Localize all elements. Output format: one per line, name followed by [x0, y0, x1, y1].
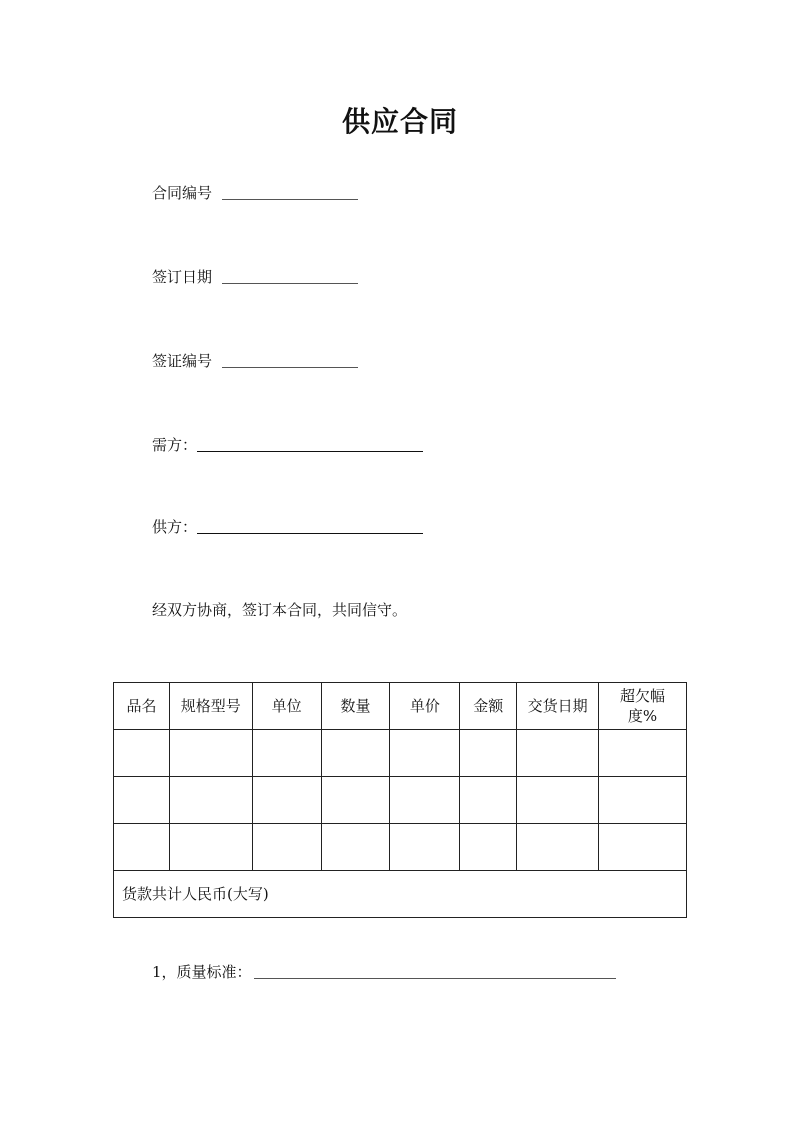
- table-cell[interactable]: [517, 777, 599, 824]
- header-amount: 金额: [460, 683, 517, 730]
- visa-number-field: [152, 350, 358, 371]
- table-cell[interactable]: [169, 824, 252, 871]
- total-amount-label: 货款共计人民币(大写): [114, 871, 687, 918]
- table-cell[interactable]: [252, 824, 321, 871]
- table-cell[interactable]: [114, 824, 170, 871]
- supplier-field: [152, 516, 423, 537]
- header-tolerance: 超欠幅度%: [599, 683, 687, 730]
- table-cell[interactable]: [460, 777, 517, 824]
- table-row: [114, 730, 687, 777]
- table-cell[interactable]: [390, 824, 460, 871]
- header-unit: 单位: [252, 683, 321, 730]
- table-row: [114, 824, 687, 871]
- header-quantity: 数量: [321, 683, 390, 730]
- table-header-row: [114, 683, 687, 730]
- visa-number-label: 签证编号: [152, 352, 213, 370]
- table-cell[interactable]: [114, 730, 170, 777]
- table-cell[interactable]: [460, 730, 517, 777]
- goods-table: [113, 682, 687, 918]
- table-cell[interactable]: [169, 777, 252, 824]
- table-cell[interactable]: [252, 777, 321, 824]
- supplier-blank[interactable]: [197, 532, 423, 534]
- header-unit-price: 单价: [390, 683, 460, 730]
- intro-text: 经双方协商，签订本合同，共同信守。: [152, 601, 408, 619]
- header-product-name: 品名: [114, 683, 170, 730]
- table-cell[interactable]: [599, 824, 687, 871]
- sign-date-field: [152, 266, 358, 287]
- sign-date-blank[interactable]: [222, 282, 358, 284]
- header-spec-model: 规格型号: [169, 683, 252, 730]
- table-cell[interactable]: [321, 777, 390, 824]
- table-cell[interactable]: [169, 730, 252, 777]
- table-cell[interactable]: [114, 777, 170, 824]
- sign-date-label: 签订日期: [152, 268, 213, 286]
- buyer-blank[interactable]: [197, 450, 423, 452]
- table-row: [114, 777, 687, 824]
- quality-standard-clause: [152, 961, 616, 982]
- table-cell[interactable]: [390, 730, 460, 777]
- contract-number-label: 合同编号: [152, 184, 213, 202]
- table-cell[interactable]: [460, 824, 517, 871]
- total-row: [114, 871, 687, 918]
- table-cell[interactable]: [599, 777, 687, 824]
- supplier-label: 供方：: [152, 518, 198, 536]
- table-cell[interactable]: [599, 730, 687, 777]
- quality-standard-blank[interactable]: [254, 977, 616, 979]
- buyer-label: 需方：: [152, 436, 198, 454]
- table-cell[interactable]: [321, 824, 390, 871]
- contract-number-blank[interactable]: [222, 198, 358, 200]
- table-cell[interactable]: [252, 730, 321, 777]
- table-cell[interactable]: [517, 730, 599, 777]
- visa-number-blank[interactable]: [222, 366, 358, 368]
- contract-number-field: [152, 182, 358, 203]
- table-cell[interactable]: [390, 777, 460, 824]
- quality-standard-label: 1，质量标准：: [152, 963, 252, 981]
- header-delivery-date: 交货日期: [517, 683, 599, 730]
- table-cell[interactable]: [321, 730, 390, 777]
- table-cell[interactable]: [517, 824, 599, 871]
- buyer-field: [152, 434, 423, 455]
- document-title: 供应合同: [341, 105, 458, 138]
